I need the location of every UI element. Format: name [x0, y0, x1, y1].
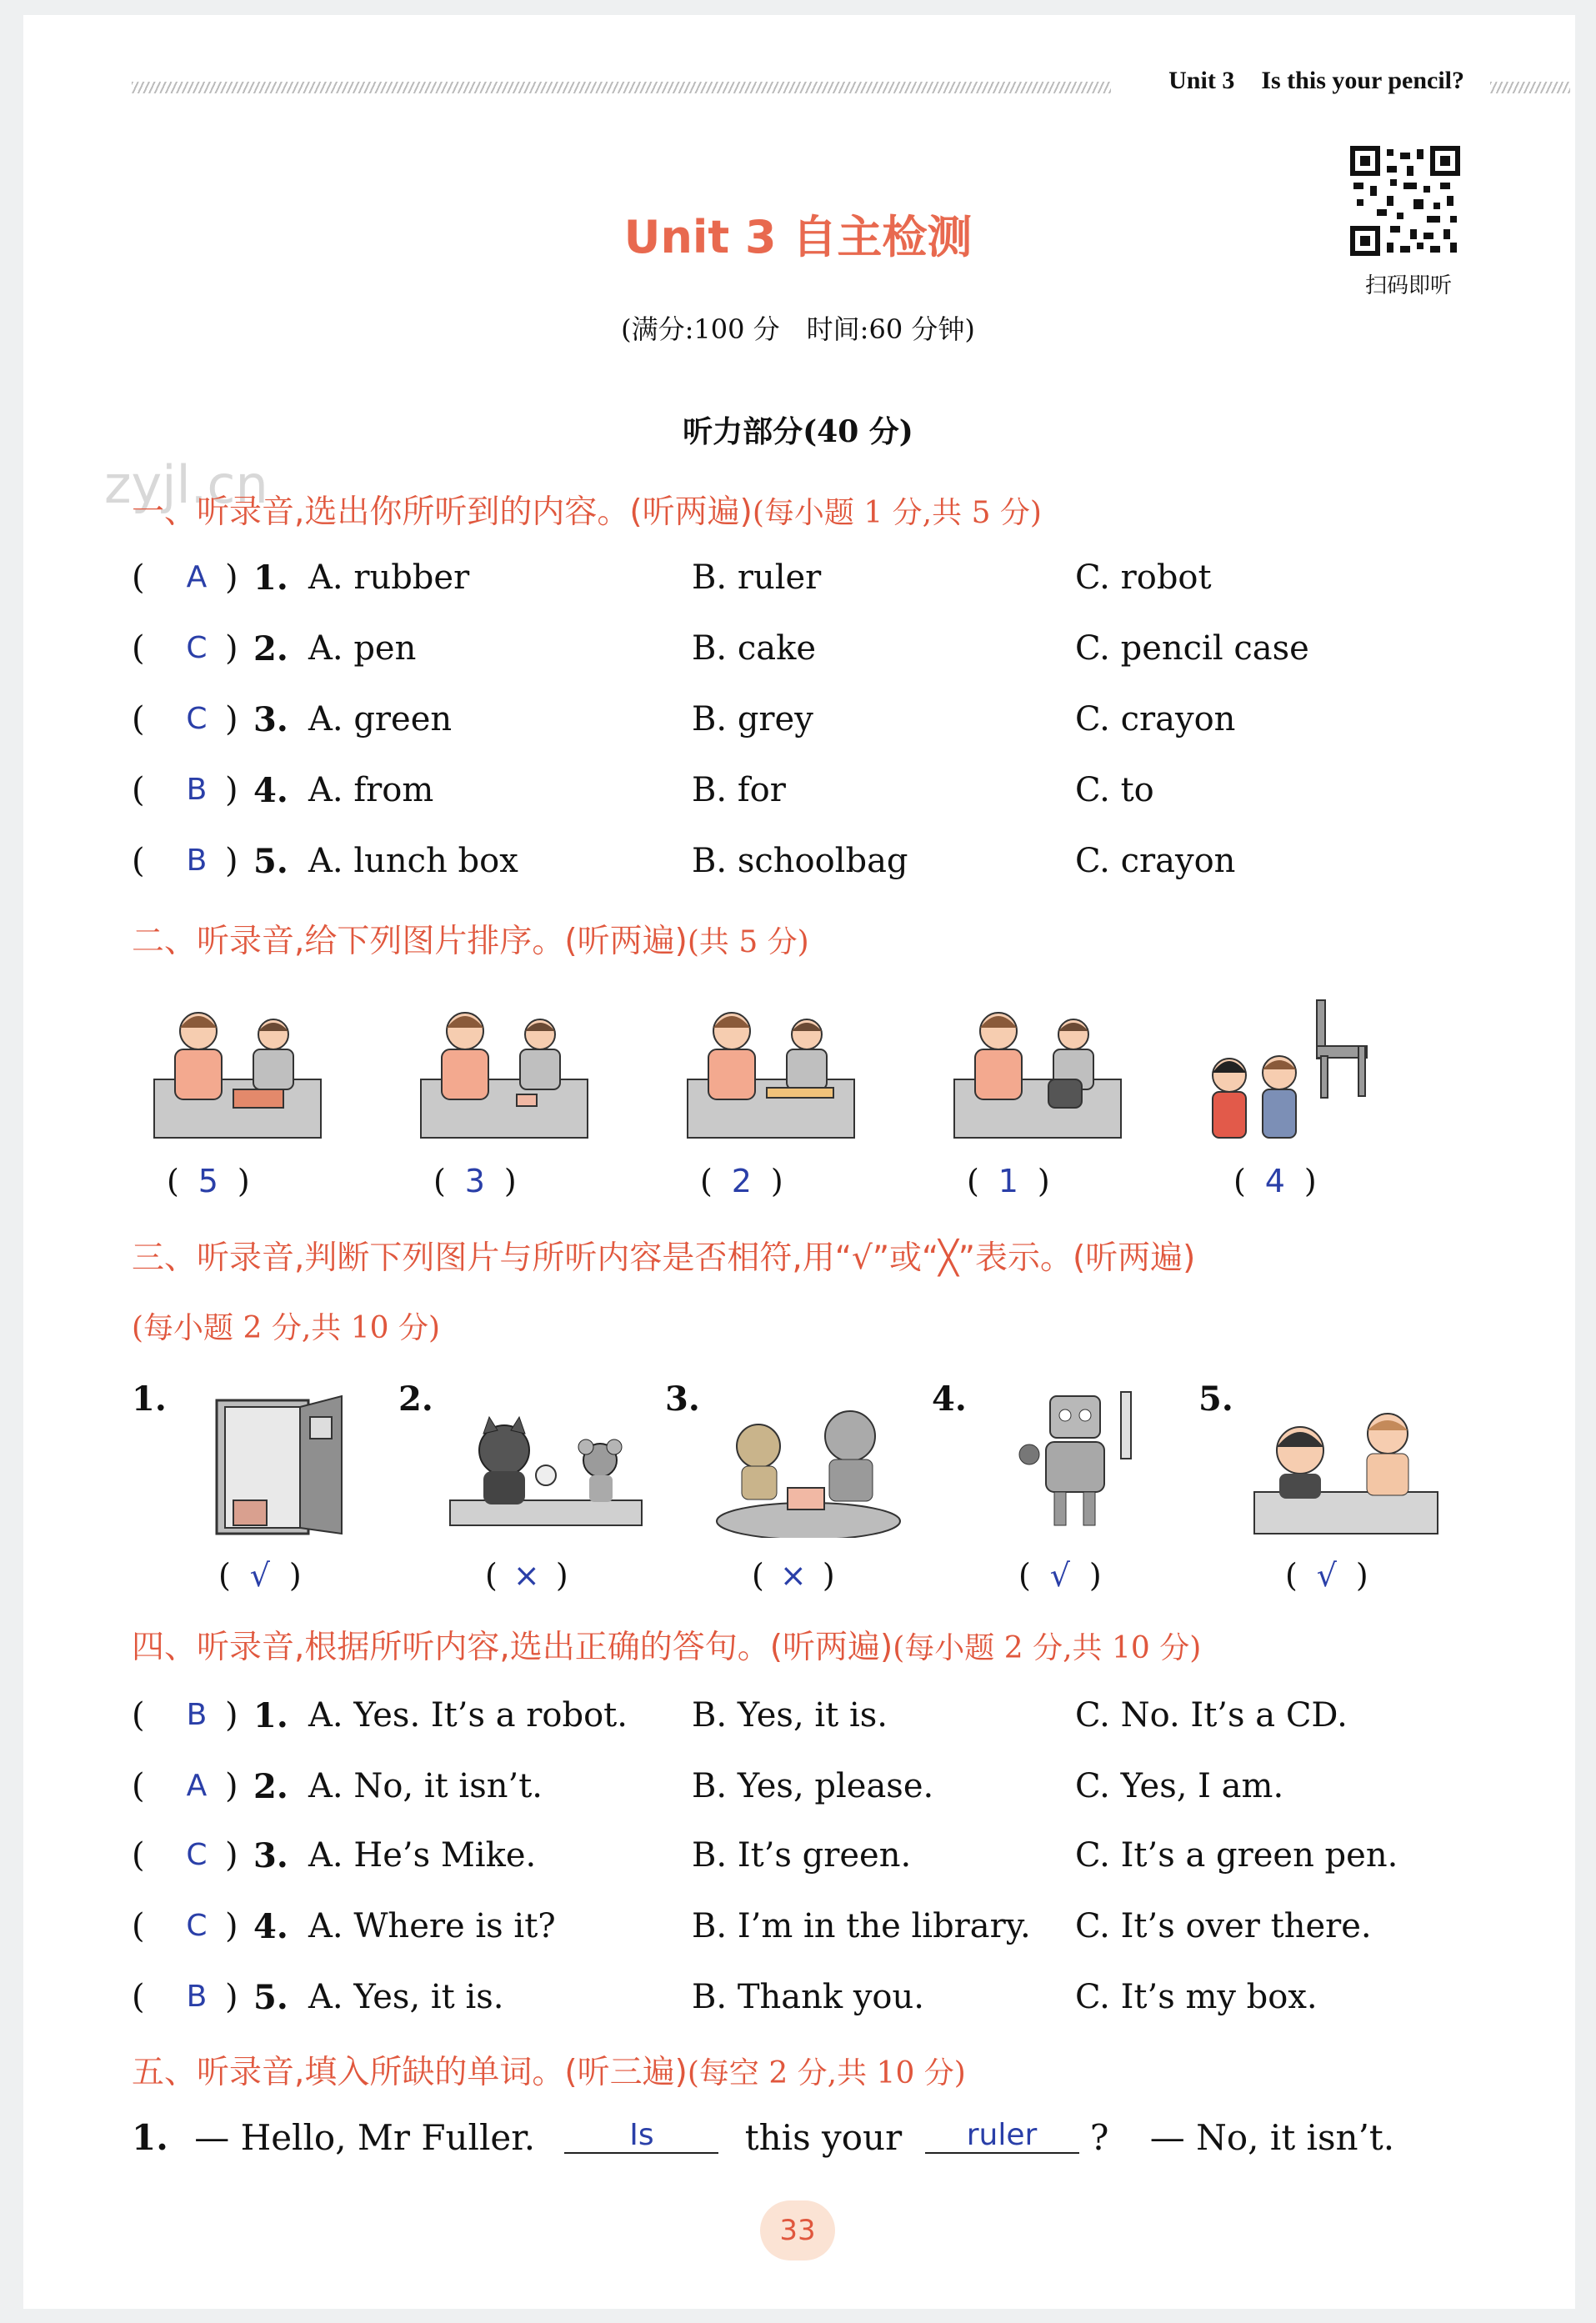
- answer-choice[interactable]: B: [186, 1698, 208, 1732]
- picture-3-answer: [700, 1163, 783, 1199]
- header-rule-left: [132, 82, 1111, 93]
- close-paren: ): [225, 1907, 238, 1945]
- dialogue-line: — Hello, Mr Fuller.: [194, 2117, 536, 2158]
- question-number: 4.: [253, 771, 288, 810]
- q3-number: 5.: [1198, 1379, 1233, 1419]
- option-a: A. Yes. It’s a robot.: [308, 1696, 628, 1735]
- picture-teacher-boy-rubber: [417, 996, 592, 1146]
- q4-row: [132, 1696, 1482, 1746]
- option-a: A. No, it isn’t.: [308, 1767, 543, 1805]
- section-2-score: (共 5 分): [687, 925, 809, 959]
- answer-choice[interactable]: C: [186, 1909, 208, 1943]
- option-b: B. Thank you.: [692, 1978, 924, 2016]
- option-a: A. green: [308, 700, 453, 738]
- option-a: A. Yes, it is.: [308, 1978, 504, 2016]
- picture-girl-boy-chair: [1192, 996, 1383, 1146]
- paren: ): [1037, 1163, 1050, 1199]
- option-c: C. pencil case: [1075, 629, 1309, 668]
- q4-row: [132, 1836, 1482, 1886]
- option-c: C. robot: [1075, 558, 1212, 597]
- question-number: 1.: [253, 1696, 288, 1735]
- section-3-score: (每小题 2 分,共 10 分): [132, 1311, 441, 1345]
- section-5-title: [132, 2046, 966, 2093]
- section-3-instruction: 三、听录音,判断下列图片与所听内容是否相符,用“√”或“╳”表示。(听两遍): [132, 1239, 1196, 1277]
- option-c: C. It’s over there.: [1075, 1907, 1372, 1945]
- lesson-title: Is this your pencil?: [1261, 67, 1464, 94]
- section-1-title: [132, 486, 1042, 533]
- option-c: C. It’s my box.: [1075, 1978, 1318, 2016]
- option-b: B. ruler: [692, 558, 822, 597]
- section-3-score-line: [132, 1304, 440, 1347]
- paren: (: [218, 1557, 231, 1594]
- question-number: 3.: [253, 1836, 288, 1875]
- answer-blank-1[interactable]: Is: [564, 2118, 718, 2154]
- option-c: C. Yes, I am.: [1075, 1767, 1284, 1805]
- question-number: 5.: [253, 1978, 288, 2017]
- judge-answer: ×: [779, 1557, 807, 1594]
- option-a: A. rubber: [308, 558, 470, 597]
- question-number: 4.: [253, 1907, 288, 1946]
- q3-item-5-answer: [1285, 1557, 1368, 1594]
- paren: ): [237, 1163, 250, 1199]
- paren: ): [822, 1557, 835, 1594]
- judge-answer: √: [1316, 1557, 1337, 1594]
- running-header: [1168, 67, 1464, 95]
- judge-answer: √: [249, 1557, 270, 1594]
- option-a: A. lunch box: [308, 842, 518, 880]
- part-title: 听力部分(40 分): [683, 414, 913, 449]
- close-paren: ): [225, 1836, 238, 1875]
- picture-5-answer: [1233, 1163, 1317, 1199]
- paren: (: [1285, 1557, 1298, 1594]
- option-a: A. Where is it?: [308, 1907, 556, 1945]
- order-answer: 4: [1264, 1163, 1285, 1199]
- section-1-score: (每小题 1 分,共 5 分): [752, 496, 1042, 530]
- open-paren: (: [132, 1978, 145, 2016]
- paren: (: [752, 1557, 764, 1594]
- picture-door: [208, 1392, 350, 1542]
- question-number: 2.: [253, 1767, 288, 1806]
- question-mark: ?: [1089, 2117, 1109, 2158]
- open-paren: (: [132, 629, 145, 668]
- paren: ): [1303, 1163, 1317, 1199]
- answer-choice[interactable]: C: [186, 631, 208, 665]
- picture-teacher-boy-ruler: [683, 996, 858, 1146]
- open-paren: (: [132, 1836, 145, 1875]
- q1-row: [132, 771, 1482, 821]
- question-number: 5.: [253, 842, 288, 881]
- answer-choice[interactable]: C: [186, 1838, 208, 1872]
- question-number: 3.: [253, 700, 288, 739]
- q1-row: [132, 700, 1482, 750]
- q1-row: [132, 842, 1482, 892]
- question-number: 1.: [253, 558, 288, 598]
- q4-row: [132, 1978, 1482, 2028]
- paren: (: [1233, 1163, 1246, 1199]
- paren: ): [1088, 1557, 1102, 1594]
- open-paren: (: [132, 1907, 145, 1945]
- judge-answer: √: [1049, 1557, 1070, 1594]
- section-3-title: [132, 1232, 1195, 1279]
- option-b: B. It’s green.: [692, 1836, 912, 1875]
- q3-item-4-answer: [1018, 1557, 1102, 1594]
- close-paren: ): [225, 1696, 238, 1735]
- page-title: Unit 3 自主检测: [623, 211, 973, 263]
- paren: (: [167, 1163, 179, 1199]
- paren: ): [503, 1163, 517, 1199]
- q3-number: 3.: [665, 1379, 700, 1419]
- q1-row: [132, 629, 1482, 679]
- q3-item-3-answer: [752, 1557, 835, 1594]
- order-answer: 2: [731, 1163, 752, 1199]
- answer-choice[interactable]: B: [186, 773, 208, 807]
- section-5-score: (每空 2 分,共 10 分): [687, 2056, 966, 2090]
- option-b: B. grey: [692, 700, 813, 738]
- close-paren: ): [225, 558, 238, 597]
- section-4-score: (每小题 2 分,共 10 分): [893, 1631, 1202, 1665]
- answer-choice[interactable]: B: [186, 1980, 208, 2014]
- section-5-instruction: 五、听录音,填入所缺的单词。(听三遍): [132, 2054, 688, 2091]
- paren: (: [485, 1557, 498, 1594]
- open-paren: (: [132, 842, 145, 880]
- picture-1-answer: [167, 1163, 250, 1199]
- option-b: B. cake: [692, 629, 816, 668]
- option-c: C. crayon: [1075, 700, 1236, 738]
- paren: ): [555, 1557, 568, 1594]
- paren: (: [967, 1163, 979, 1199]
- answer-choice[interactable]: A: [186, 1769, 208, 1803]
- close-paren: ): [225, 771, 238, 809]
- q1-row: [132, 558, 1482, 608]
- option-c: C. No. It’s a CD.: [1075, 1696, 1348, 1735]
- answer-blank-2[interactable]: ruler: [925, 2118, 1079, 2154]
- picture-robot: [1008, 1384, 1150, 1538]
- close-paren: ): [225, 629, 238, 668]
- order-answer: 3: [464, 1163, 485, 1199]
- option-a: A. from: [308, 771, 434, 809]
- q4-row: [132, 1907, 1482, 1957]
- close-paren: ): [225, 842, 238, 880]
- paren: ): [770, 1163, 783, 1199]
- answer-choice[interactable]: B: [186, 844, 208, 878]
- picture-two-cats-box: [713, 1396, 904, 1538]
- section-2-title: [132, 915, 809, 962]
- answer-choice[interactable]: C: [186, 702, 208, 736]
- close-paren: ): [225, 1978, 238, 2016]
- paren: ): [288, 1557, 302, 1594]
- order-answer: 1: [998, 1163, 1018, 1199]
- option-b: B. Yes, it is.: [692, 1696, 888, 1735]
- picture-girl-boy-desk: [1250, 1392, 1442, 1538]
- dialogue-reply: — No, it isn’t.: [1149, 2117, 1395, 2158]
- option-b: B. Yes, please.: [692, 1767, 934, 1805]
- q3-number: 1.: [132, 1379, 167, 1419]
- header-rule-right: [1490, 82, 1570, 93]
- picture-4-answer: [967, 1163, 1050, 1199]
- section-4-title: [132, 1621, 1201, 1668]
- section-2-instruction: 二、听录音,给下列图片排序。(听两遍): [132, 923, 688, 960]
- answer-choice[interactable]: A: [186, 560, 208, 594]
- paren: (: [433, 1163, 446, 1199]
- page-number: 33: [760, 2200, 835, 2260]
- judge-answer: ×: [513, 1557, 540, 1594]
- q3-number: 2.: [398, 1379, 433, 1419]
- question-number: 2.: [253, 629, 288, 668]
- option-c: C. crayon: [1075, 842, 1236, 880]
- option-c: C. to: [1075, 771, 1154, 809]
- option-b: B. I’m in the library.: [692, 1907, 1031, 1945]
- unit-label: Unit 3: [1168, 67, 1235, 94]
- open-paren: (: [132, 771, 145, 809]
- close-paren: ): [225, 700, 238, 738]
- option-a: A. pen: [308, 629, 417, 668]
- picture-cat-mouse: [446, 1409, 646, 1534]
- dialogue-line: this your: [744, 2117, 903, 2158]
- q3-item-2-answer: [485, 1557, 568, 1594]
- qr-caption: 扫码即听: [1364, 273, 1452, 298]
- close-paren: ): [225, 1767, 238, 1805]
- q3-item-1-answer: [218, 1557, 302, 1594]
- section-1-instruction: 一、听录音,选出你所听到的内容。(听两遍): [132, 493, 753, 531]
- option-c: C. It’s a green pen.: [1075, 1836, 1398, 1875]
- open-paren: (: [132, 558, 145, 597]
- open-paren: (: [132, 700, 145, 738]
- option-b: B. schoolbag: [692, 842, 908, 880]
- option-a: A. He’s Mike.: [308, 1836, 537, 1875]
- paren: (: [1018, 1557, 1031, 1594]
- score-time-note: (满分:100 分 时间:60 分钟): [621, 313, 975, 345]
- watermark: zyjl.cn: [104, 454, 268, 515]
- paren: ): [1355, 1557, 1368, 1594]
- picture-2-answer: [433, 1163, 517, 1199]
- q4-row: [132, 1767, 1482, 1817]
- order-answer: 5: [198, 1163, 218, 1199]
- q3-number: 4.: [932, 1379, 967, 1419]
- open-paren: (: [132, 1696, 145, 1735]
- picture-teacher-boy-schoolbag: [950, 996, 1125, 1146]
- question-number: 1.: [132, 2117, 168, 2158]
- fill-in-question-1: [132, 2117, 1394, 2159]
- open-paren: (: [132, 1767, 145, 1805]
- section-4-instruction: 四、听录音,根据所听内容,选出正确的答句。(听两遍): [132, 1629, 893, 1666]
- worksheet-page: [23, 15, 1575, 2309]
- paren: (: [700, 1163, 713, 1199]
- option-b: B. for: [692, 771, 786, 809]
- picture-teacher-boy-pencil-case: [150, 996, 325, 1146]
